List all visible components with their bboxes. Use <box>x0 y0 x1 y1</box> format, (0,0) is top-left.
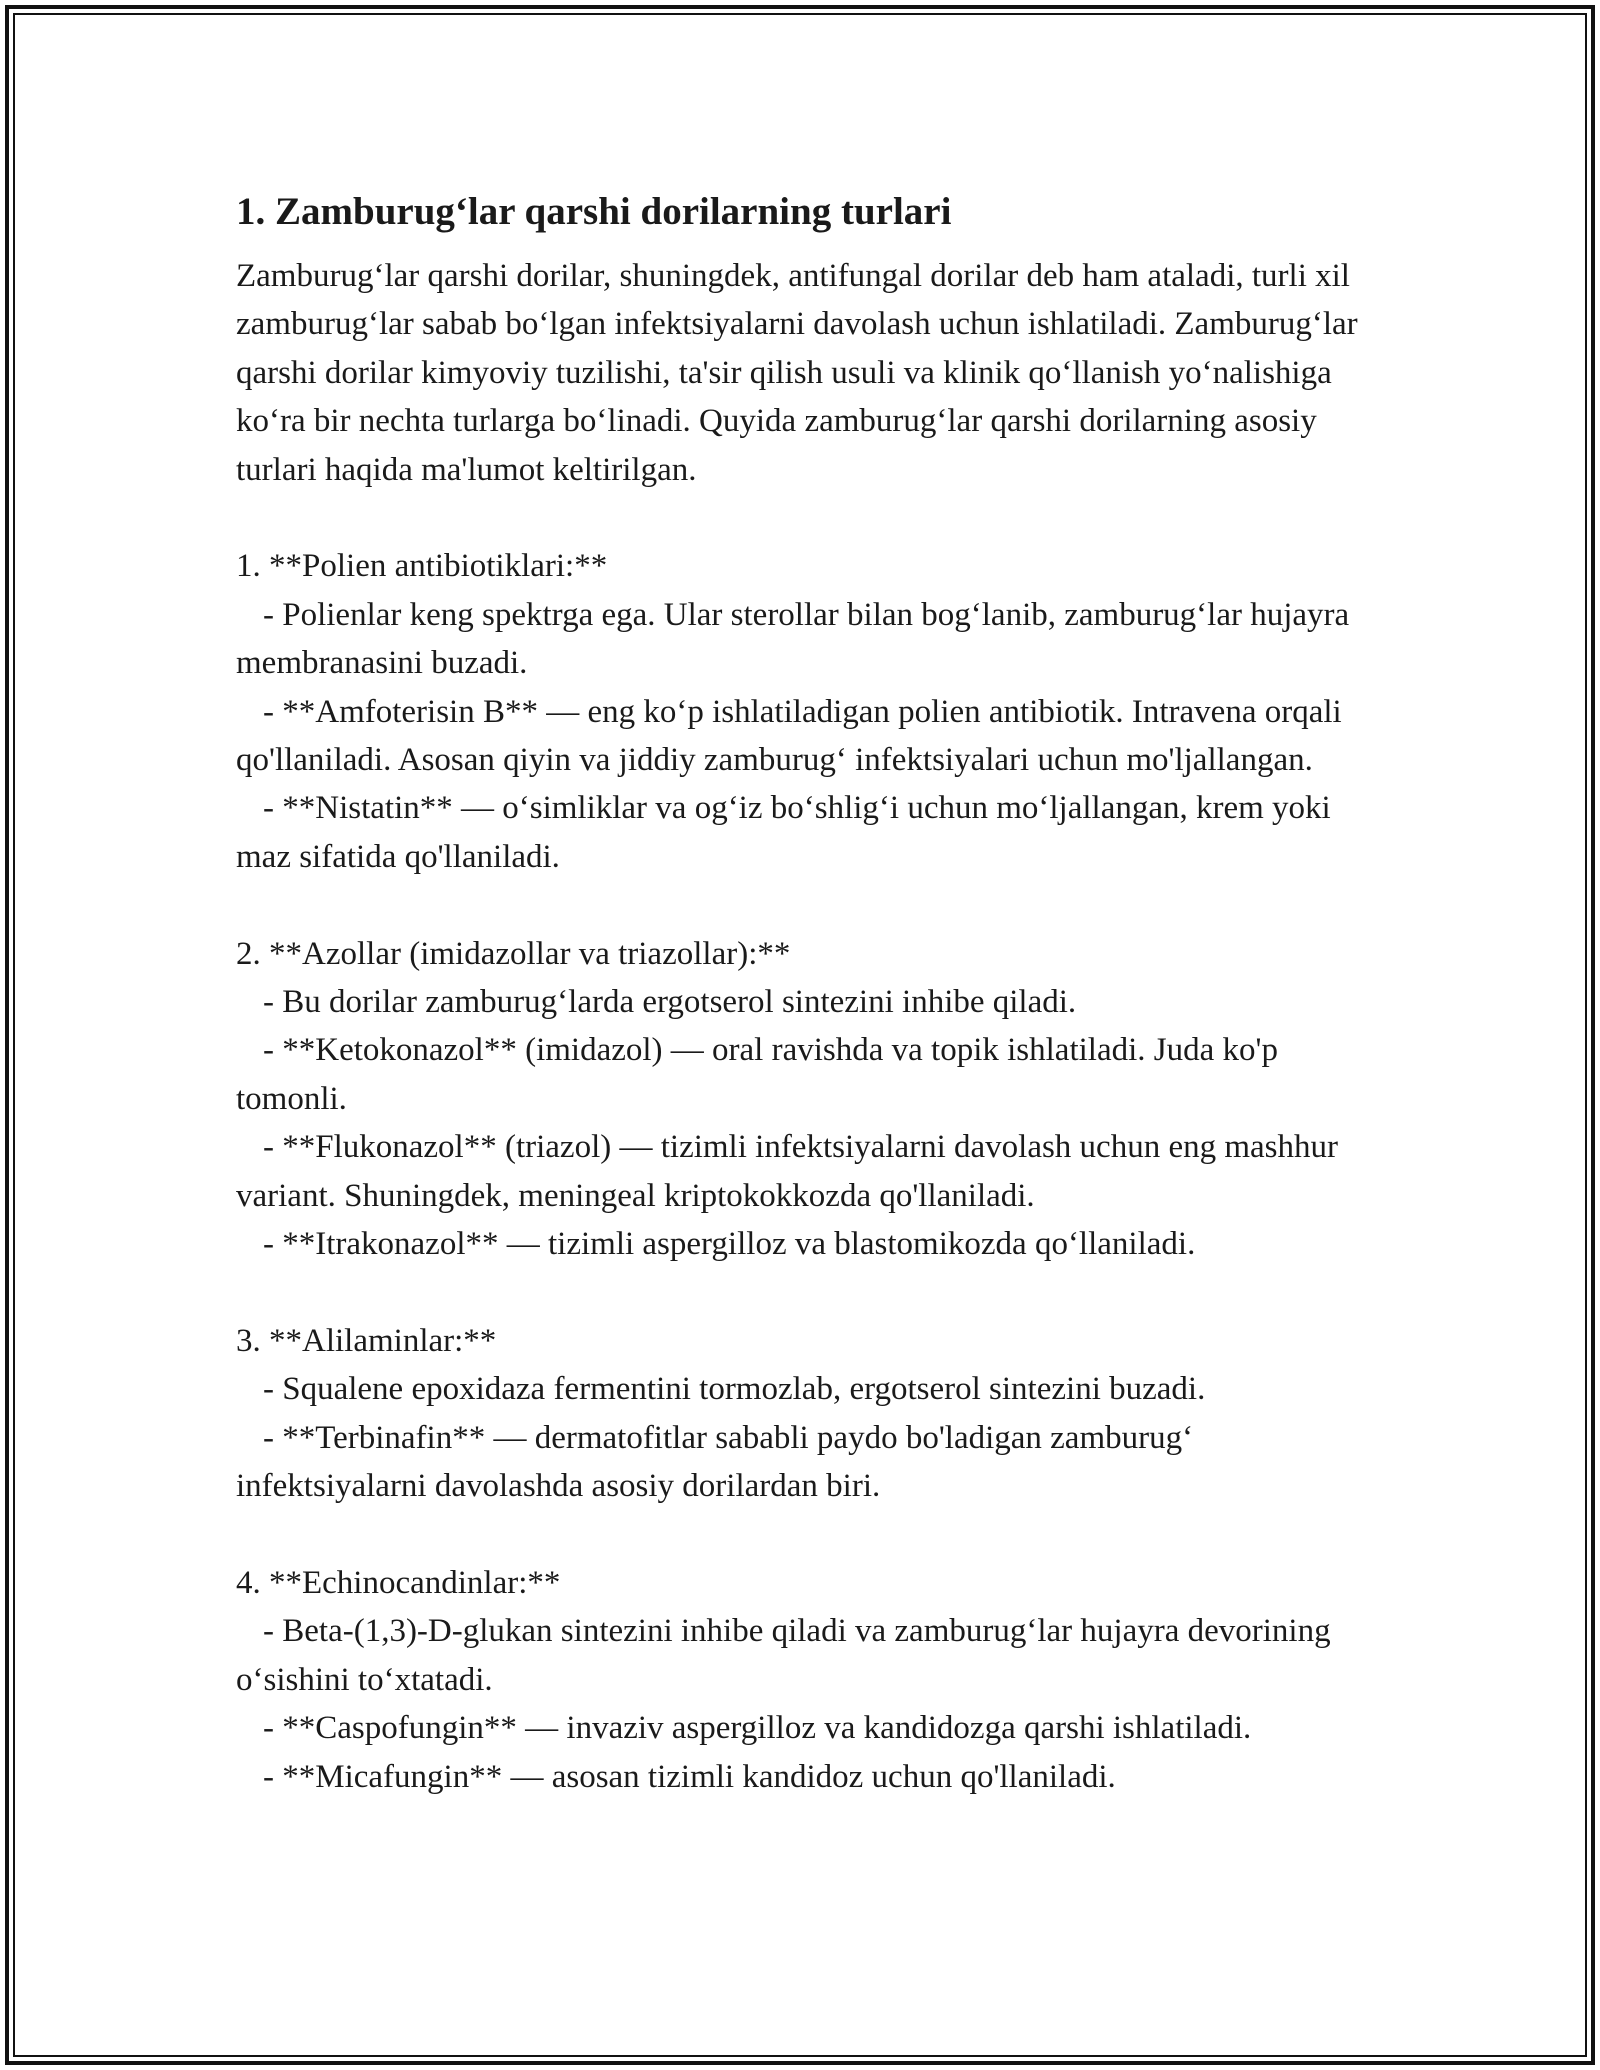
section-heading: 2. **Azollar (imidazollar va triazollar):** <box>236 935 791 972</box>
list-item: - **Amfoterisin B** — eng ko‘p ishlatiladigan polien antibiotik. Intravena orqali qo'llaniladi. Asosan qiyin va jiddiy zamburug‘ infektsiyalari uchun mo'ljallangan. <box>236 693 1350 779</box>
section-azollar <box>236 930 1386 1269</box>
spacer <box>236 881 1386 929</box>
list-item: - **Ketokonazol** (imidazol) — oral ravishda va topik ishlatiladi. Juda ko'p tomonli. <box>236 1032 1287 1117</box>
intro-paragraph: Zamburug‘lar qarshi dorilar, shuningdek, antifungal dorilar deb ham ataladi, turli xil zamburug‘lar sabab bo‘lgan infektsiyalarni davolash uchun ishlatiladi. Zamburug‘lar qarshi dorilar kimyoviy tuzilishi, ta'sir qilish usuli va klinik qo‘llanish yo‘nalishiga ko‘ra bir nechta turlarga bo‘linadi. Quyida zamburug‘lar qarshi dorilarning asosiy turlari haqida ma'lumot keltirilgan. <box>236 258 1366 488</box>
list-item: - Bu dorilar zamburug‘larda ergotserol sintezini inhibe qiladi. <box>263 984 1077 1021</box>
spacer <box>236 1511 1386 1559</box>
spacer <box>236 1269 1386 1317</box>
section-heading: 1. **Polien antibiotiklari:** <box>236 548 608 585</box>
list-item: - **Caspofungin** — invaziv aspergilloz va kandidozga qarshi ishlatiladi. <box>263 1710 1252 1747</box>
list-item: - **Terbinafin** — dermatofitlar sababli paydo bo'ladigan zamburug‘ infektsiyalarni davolashda asosiy dorilardan biri. <box>236 1419 1202 1505</box>
section-echinocandinlar <box>236 1559 1386 1801</box>
list-item: - **Nistatin** — o‘simliklar va og‘iz bo‘shlig‘i uchun mo‘ljallangan, krem yoki maz sifatida qo'llaniladi. <box>236 790 1339 875</box>
list-item: - **Itrakonazol** — tizimli aspergilloz va blastomikozda qo‘llaniladi. <box>263 1226 1196 1263</box>
section-polien <box>236 542 1386 881</box>
spacer <box>236 494 1386 542</box>
list-item: - **Flukonazol** (triazol) — tizimli infektsiyalarni davolash uchun eng mashhur variant. Shuningdek, meningeal kriptokokkozda qo'llaniladi. <box>236 1129 1347 1214</box>
section-heading: 4. **Echinocandinlar:** <box>236 1564 561 1601</box>
list-item: - **Micafungin** — asosan tizimli kandidoz uchun qo'llaniladi. <box>263 1758 1116 1795</box>
list-item: - Polienlar keng spektrga ega. Ular sterollar bilan bog‘lanib, zamburug‘lar hujayra membranasini buzadi. <box>236 596 1358 682</box>
list-item: - Beta-(1,3)-D-glukan sintezini inhibe qiladi va zamburug‘lar hujayra devorining o‘sishini to‘xtatadi. <box>236 1613 1339 1698</box>
section-alilaminlar <box>236 1317 1386 1511</box>
section-heading: 3. **Alilaminlar:** <box>236 1322 497 1359</box>
document-title: 1. Zamburug‘lar qarshi dorilarning turlari <box>236 190 952 233</box>
list-item: - Squalene epoxidaza fermentini tormozlab, ergotserol sintezini buzadi. <box>263 1371 1206 1408</box>
document-body <box>236 186 1386 1801</box>
